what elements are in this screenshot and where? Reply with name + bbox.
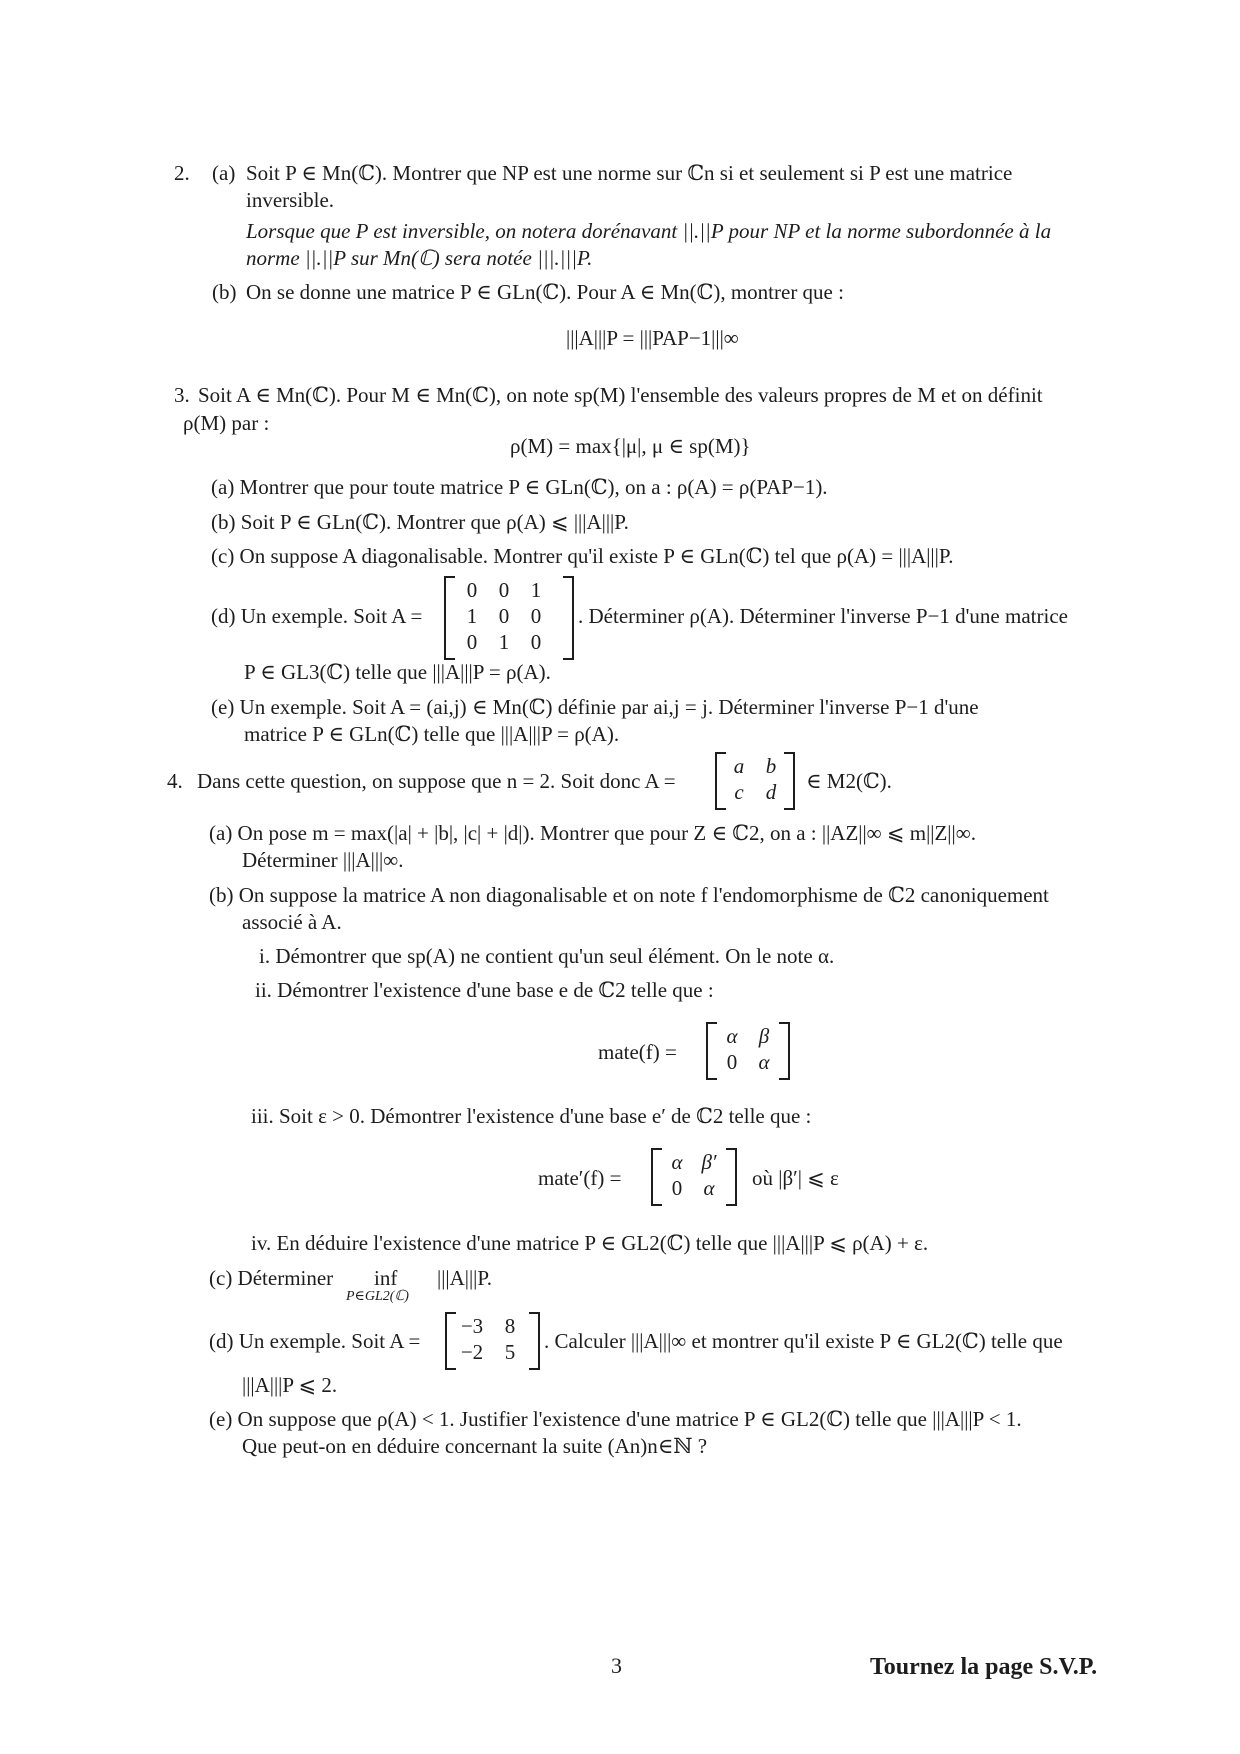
q4a-text-line2: Déterminer |||A|||∞. bbox=[242, 848, 404, 872]
q4b-iii-text: iii. Soit ε > 0. Démontrer l'existence d'une base e′ de ℂ2 telle que : bbox=[251, 1104, 812, 1128]
q4c-inf: inf bbox=[374, 1266, 398, 1290]
q4c-text: (c) Déterminer bbox=[209, 1266, 334, 1290]
matrix-cell: 0 bbox=[466, 578, 478, 602]
matrix-cell: 5 bbox=[504, 1340, 516, 1364]
q4b-text-line2: associé à A. bbox=[242, 910, 342, 934]
q4b-ii-lhs: mate(f) = bbox=[598, 1040, 677, 1064]
matrix-cell: β′ bbox=[701, 1150, 717, 1174]
q4-intro-start: Dans cette question, on suppose que n = 2. Soit donc A = bbox=[197, 769, 676, 793]
matrix-cell: β bbox=[758, 1024, 770, 1048]
matrix-cell: 0 bbox=[530, 630, 542, 654]
q2-note-line1: Lorsque que P est inversible, on notera dorénavant ||.||P pour NP et la norme subordonnée à la bbox=[246, 219, 1052, 243]
q4e-text-line2: Que peut-on en déduire concernant la suite (An)n∈ℕ ? bbox=[242, 1434, 708, 1458]
q3d-matrix bbox=[444, 576, 574, 658]
q4d-text-start: (d) Un exemple. Soit A = bbox=[209, 1329, 421, 1353]
q4b-ii-text: ii. Démontrer l'existence d'une base e de ℂ2 telle que : bbox=[255, 978, 714, 1002]
q4d-text-end: . Calculer |||A|||∞ et montrer qu'il existe P ∈ GL2(ℂ) telle que bbox=[544, 1329, 1063, 1353]
q3-text-line2: ρ(M) par : bbox=[183, 411, 270, 435]
q2a-text-line1: Soit P ∈ Mn(ℂ). Montrer que NP est une norme sur ℂn si et seulement si P est une matrice bbox=[246, 161, 1013, 185]
q4b-iii-matrix bbox=[651, 1148, 737, 1204]
q4b-ii-matrix bbox=[706, 1022, 790, 1078]
q4b-iii-rhs: où |β′| ⩽ ε bbox=[752, 1166, 839, 1190]
matrix-cell: −3 bbox=[460, 1314, 484, 1338]
matrix-cell: 0 bbox=[498, 604, 510, 628]
q4e-text-line1: (e) On suppose que ρ(A) < 1. Justifier l'existence d'une matrice P ∈ GL2(ℂ) telle que |||A|||P < 1. bbox=[209, 1407, 1022, 1431]
matrix-cell: 1 bbox=[466, 604, 478, 628]
matrix-cell: c bbox=[734, 780, 744, 804]
q4b-i-text: i. Démontrer que sp(A) ne contient qu'un seul élément. On le note α. bbox=[259, 944, 835, 968]
q3e-text-line2: matrice P ∈ GLn(ℂ) telle que |||A|||P = ρ(A). bbox=[244, 722, 620, 746]
q4-intro-end: ∈ M2(ℂ). bbox=[806, 769, 892, 793]
matrix-cell: 1 bbox=[530, 578, 542, 602]
q3b-text: (b) Soit P ∈ GLn(ℂ). Montrer que ρ(A) ⩽ |||A|||P. bbox=[211, 510, 629, 534]
q4-intro-matrix bbox=[715, 752, 795, 808]
q3d-text-line2: P ∈ GL3(ℂ) telle que |||A|||P = ρ(A). bbox=[244, 660, 551, 684]
matrix-cell: d bbox=[765, 780, 777, 804]
q2b-text: On se donne une matrice P ∈ GLn(ℂ). Pour A ∈ Mn(ℂ), montrer que : bbox=[246, 280, 844, 304]
q3-text-line1: Soit A ∈ Mn(ℂ). Pour M ∈ Mn(ℂ), on note sp(M) l'ensemble des valeurs propres de M et on définit bbox=[198, 383, 1043, 407]
matrix-cell: 0 bbox=[671, 1176, 683, 1200]
page-number: 3 bbox=[611, 1653, 622, 1678]
q4b-text-line1: (b) On suppose la matrice A non diagonalisable et on note f l'endomorphisme de ℂ2 canoniquement bbox=[209, 883, 1049, 907]
q3a-text: (a) Montrer que pour toute matrice P ∈ GLn(ℂ), on a : ρ(A) = ρ(PAP−1). bbox=[211, 475, 828, 499]
q4d-matrix bbox=[445, 1312, 540, 1368]
matrix-cell: 0 bbox=[530, 604, 542, 628]
q4b-iv-text: iv. En déduire l'existence d'une matrice P ∈ GL2(ℂ) telle que |||A|||P ⩽ ρ(A) + ε. bbox=[251, 1231, 929, 1255]
matrix-cell: α bbox=[671, 1150, 683, 1174]
q3-number: 3. bbox=[174, 383, 190, 407]
matrix-cell: α bbox=[726, 1024, 738, 1048]
q3d-text-end: . Déterminer ρ(A). Déterminer l'inverse P−1 d'une matrice bbox=[578, 604, 1068, 628]
matrix-cell: −2 bbox=[460, 1340, 484, 1364]
q2a-label: (a) bbox=[212, 161, 236, 185]
q2-number: 2. bbox=[174, 161, 190, 185]
q4-number: 4. bbox=[167, 769, 183, 793]
q4c-end: |||A|||P. bbox=[437, 1266, 492, 1290]
q3-rho-formula: ρ(M) = max{|μ|, μ ∈ sp(M)} bbox=[510, 434, 751, 458]
q4c-inf-subscript: P∈GL2(ℂ) bbox=[346, 1289, 409, 1304]
q3c-text: (c) On suppose A diagonalisable. Montrer qu'il existe P ∈ GLn(ℂ) tel que ρ(A) = |||A|||P. bbox=[211, 544, 954, 568]
matrix-cell: α bbox=[758, 1050, 770, 1074]
q4a-text-line1: (a) On pose m = max(|a| + |b|, |c| + |d|). Montrer que pour Z ∈ ℂ2, on a : ||AZ||∞ ⩽ m||Z||∞. bbox=[209, 821, 976, 845]
matrix-cell: a bbox=[733, 754, 745, 778]
q2a-text-line2: inversible. bbox=[246, 188, 335, 212]
matrix-cell: 0 bbox=[498, 578, 510, 602]
matrix-cell: 8 bbox=[504, 1314, 516, 1338]
matrix-cell: 0 bbox=[466, 630, 478, 654]
q2-note-line2: norme ||.||P sur Mn(ℂ) sera notée |||.|||P. bbox=[246, 246, 593, 270]
matrix-cell: 1 bbox=[498, 630, 510, 654]
q3d-text-start: (d) Un exemple. Soit A = bbox=[211, 604, 423, 628]
matrix-cell: 0 bbox=[726, 1050, 738, 1074]
q4d-text-line2: |||A|||P ⩽ 2. bbox=[242, 1373, 338, 1397]
q2b-formula: |||A|||P = |||PAP−1|||∞ bbox=[566, 326, 739, 350]
turn-page-note: Tournez la page S.V.P. bbox=[870, 1654, 1098, 1680]
matrix-cell: b bbox=[765, 754, 777, 778]
q3e-text-line1: (e) Un exemple. Soit A = (ai,j) ∈ Mn(ℂ) définie par ai,j = j. Déterminer l'inverse P−1 d'une bbox=[211, 695, 979, 719]
matrix-cell: α bbox=[703, 1176, 715, 1200]
q4b-iii-lhs: mate′(f) = bbox=[538, 1166, 622, 1190]
q2b-label: (b) bbox=[212, 280, 237, 304]
